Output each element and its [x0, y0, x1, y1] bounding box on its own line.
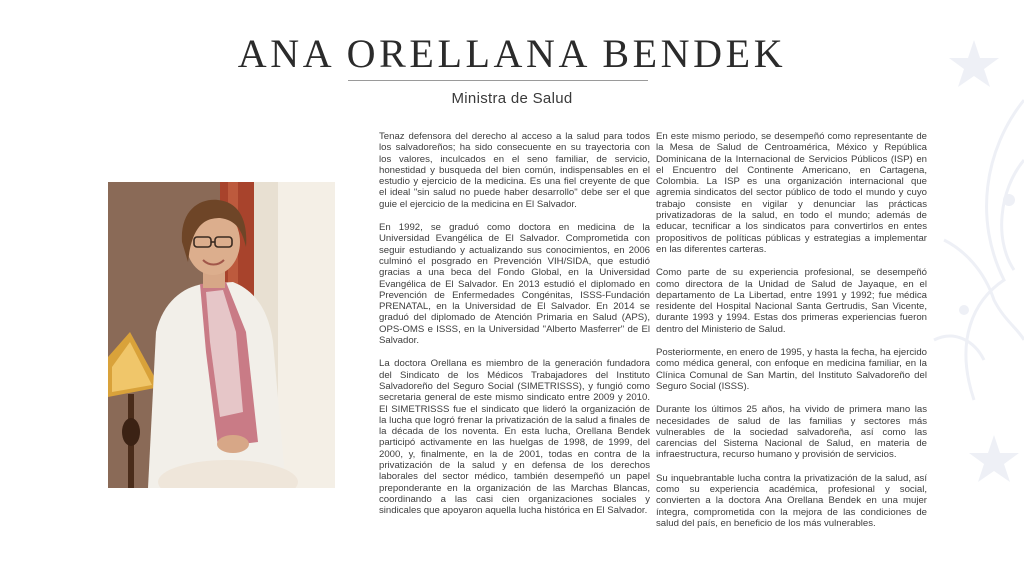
- bio-paragraph: Su inquebrantable lucha contra la privatización de la salud, así como su experiencia académica, profesional y social, convierten a la doctora Ana Orellana Bendek en una mujer íntegra, comprometida con la mejora de las condiciones de salud del país, en beneficio de los más vulnerables.: [656, 472, 927, 529]
- bio-column-right: [656, 131, 927, 541]
- bio-paragraph: Tenaz defensora del derecho al acceso a la salud para todos los salvadoreños; ha sido consecuente en su trayectoria con los valores, inculcados en el seno familiar, de servicio, honestidad y busqueda del bien común, indispensables en el estudio y ejercicio de la medicina. Es una fiel creyente de que el ideal "sin salud no puede haber desarrollo" debe ser el que guie el ejercicio de la medicina en El Salvador.: [379, 131, 650, 210]
- bio-column-left: [379, 131, 650, 529]
- subtitle-role: Ministra de Salud: [451, 90, 573, 107]
- bio-paragraph: Durante los últimos 25 años, ha vivido de primera mano las necesidades de salud de las familias y sectores más vulnerables de la sociedad salvadoreña, así como las carencias del Sistema Nacional de Salud, en materia de infraestructura, recurso humano y provisión de servicios.: [656, 404, 927, 461]
- page-title: ANA ORELLANA BENDEK: [237, 31, 787, 76]
- bio-paragraph: Como parte de su experiencia profesional, se desempeñó como directora de la Unidad de Salud de Jayaque, en el departamento de La Libertad, entre 1991 y 1992; fue médica residente del Hospital Nacional Santa Gertrudis, San Vicente, durante 1993 y 1994. Estas dos primeras experiencias fueron dentro del Ministerio de Salud.: [656, 267, 927, 335]
- star-ornament-watermark-icon: [914, 40, 1024, 510]
- title-divider: [348, 80, 648, 81]
- bio-paragraph: Posteriormente, en enero de 1995, y hasta la fecha, ha ejercido como médica general, con enfoque en medicina familiar, en la Clínica Comunal de San Martin, del Instituto Salvadoreño del Seguro Social (ISSS).: [656, 347, 927, 392]
- bio-paragraph: En 1992, se graduó como doctora en medicina de la Universidad Evangélica de El Salvador. Comprometida con seguir estudiando y actualizando sus conocimientos, en 2006 culminó el posgrado en Prevención VIH/SIDA, que estudió gracias a una beca del Fondo Global, en la Universidad Evangélica de El Salvador. En 2013 estudió el diplomado en Prevención de Enfermedades Congénitas, ISSS-Fundación PRENATAL, en la Universidad de El Salvador. En 2014 se graduó del diplomado de Atención Primaria en Salud (APS), OPS-OMS e ISSS, en la Universidad "Alberto Masferrer" de El Salvador.: [379, 222, 650, 347]
- portrait-photo: [108, 182, 335, 488]
- bio-paragraph: La doctora Orellana es miembro de la generación fundadora del Sindicato de los Médicos Trabajadores del Instituto Salvadoreño del Seguro Social (SIMETRISSS), y fungió como secretaria general de este mismo sindicato entre 2009 y 2010. El SIMETRISSS fue el sindicato que lideró la organización de la lucha que logró frenar la privatización de la salud a finales de la década de los noventa. En esta lucha, Orellana Bendek participó activamente en las huelgas de 1998, de 1999, del 2000, y, finalmente, en la de 2001, todas en contra de la privatización de la salud y en defensa de los derechos laborales del sector médico, también desempeñó un papel preponderante en la organización de las Marchas Blancas, coordinando a las casi cien organizaciones sociales y sindicales que apoyaron aquella lucha histórica en El Salvador.: [379, 358, 650, 517]
- portrait-photo-icon: [108, 182, 335, 488]
- bio-paragraph: En este mismo periodo, se desempeñó como representante de la Mesa de Salud de Centroamérica, México y República Dominicana de la Internacional de Servicios Públicos (ISP) en el Encuentro del Continente Americano, en Cartagena, Colombia. La ISP es una organización internacional que agremia sindicatos del sector público de todo el mundo y cuyo trabajo consiste en vigilar y denunciar las prácticas privatizadoras de la salud, en todo el mundo; además de educar, tecnificar a los sindicatos para convertirlos en entes propositivos de políticas públicas y estrategias a implementar en las diferentes carteras.: [656, 131, 927, 255]
